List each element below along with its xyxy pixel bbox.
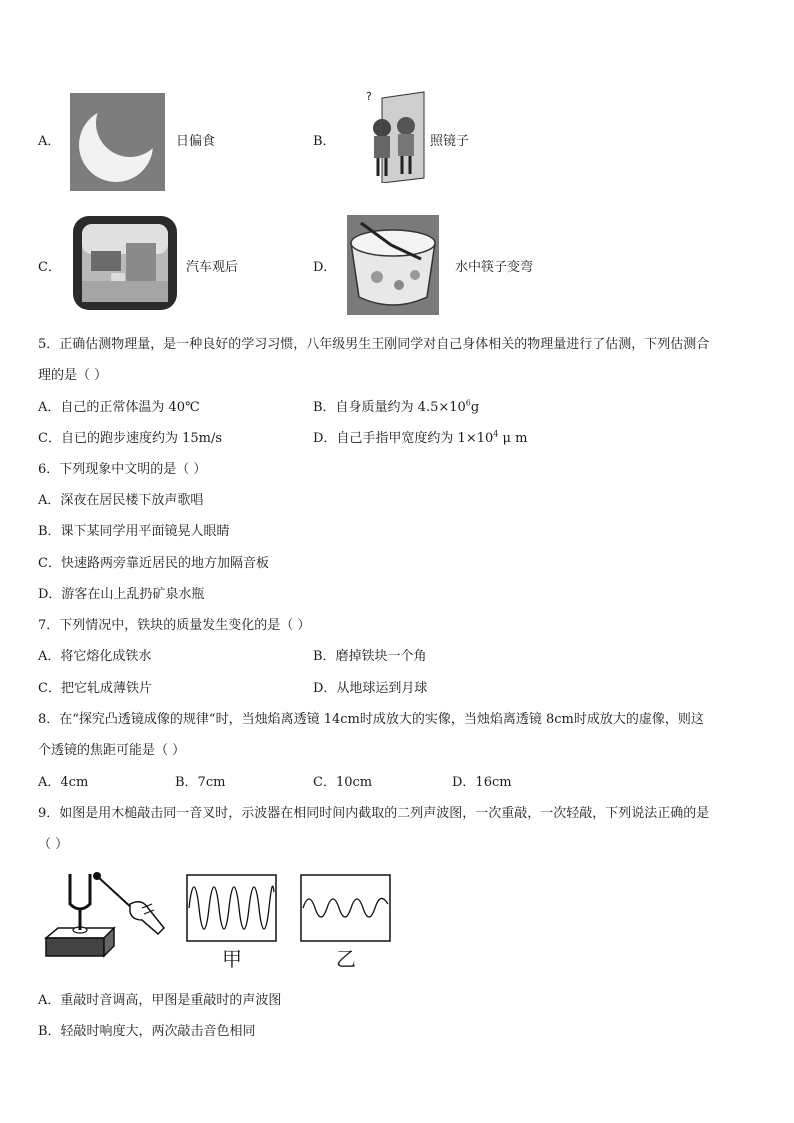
question-stem-cont: 个透镜的焦距可能是（ ） — [38, 743, 186, 758]
question-stem-cont: 理的是（ ） — [38, 368, 108, 383]
option-d-exponent: 4 — [493, 429, 499, 439]
question-stem: 8．在“探究凸透镜成像的规律“时，当烛焰离透镜 14cm时成放大的实像，当烛焰离透镜 8cm时成放大的虚像，则这 — [38, 712, 704, 727]
question-stem: 6．下列现象中文明的是（ ） — [38, 462, 207, 477]
option-c: C．快速路两旁靠近居民的地方加隔音板 — [38, 556, 269, 571]
option-a: A．自己的正常体温为 40℃ — [38, 400, 200, 415]
option-b: B．轻敲时响度大，两次敲击音色相同 — [38, 1024, 256, 1039]
question-stem: 7．下列情况中，铁块的质量发生变化的是（ ） — [38, 618, 311, 633]
waveform-yi — [300, 874, 391, 942]
option-b-unit: g — [470, 400, 480, 415]
option-b: B．课下某同学用平面镜晃人眼睛 — [38, 524, 230, 539]
car-mirror-image — [71, 213, 179, 313]
option-c: C．把它轧成薄铁片 — [38, 681, 152, 696]
option-d — [313, 427, 527, 446]
mirror-cartoon-image — [340, 88, 426, 183]
option-a: A．深夜在居民楼下放声歌唱 — [38, 493, 204, 508]
option-a: A．重敲时音调高，甲图是重敲时的声波图 — [38, 993, 282, 1008]
option-a: A．4cm — [38, 775, 89, 790]
svg-text:?: ? — [366, 90, 372, 103]
option-d: D．16cm — [452, 775, 512, 790]
option-d-text: D．自己手指甲宽度约为 1×10 — [313, 431, 494, 446]
option-caption: 日偏食 — [176, 134, 216, 149]
tuning-fork-illustration — [42, 868, 172, 960]
label-yi: 乙 — [336, 947, 356, 971]
label-jia: 甲 — [222, 947, 242, 971]
option-letter: B． — [313, 134, 336, 149]
option-a: A．将它熔化成铁水 — [38, 649, 152, 664]
option-letter: D． — [313, 260, 337, 275]
option-c: C．自已的跑步速度约为 15m/s — [38, 431, 222, 446]
option-d: D．游客在山上乱扔矿泉水瓶 — [38, 587, 205, 602]
option-b: B．7cm — [175, 775, 226, 790]
question-stem: 5．正确估测物理量，是一种良好的学习习惯，八年级男生王刚同学对自己身体相关的物理量进行了估测，下列估测合 — [38, 337, 710, 352]
option-caption: 照镜子 — [430, 134, 470, 149]
option-letter: C． — [38, 260, 61, 275]
option-caption: 水中筷子变弯 — [455, 260, 534, 275]
question-stem: 9．如图是用木槌敲击同一音叉时，示波器在相同时间内截取的二列声波图，一次重敲，一次轻敲，下列说法正确的是 — [38, 806, 710, 821]
option-b-text: B．自身质量约为 4.5×10 — [313, 400, 466, 415]
solar-eclipse-image — [70, 93, 165, 191]
option-b — [313, 396, 479, 415]
option-b: B．磨掉铁块一个角 — [313, 649, 427, 664]
option-letter: A． — [38, 134, 61, 149]
option-d: D．从地球运到月球 — [313, 681, 428, 696]
option-c: C．10cm — [313, 775, 373, 790]
option-caption: 汽车观后 — [186, 260, 239, 275]
option-d-unit: μ m — [498, 431, 528, 446]
question-stem-cont: （ ） — [38, 837, 69, 852]
option-b-exponent: 6 — [465, 398, 471, 408]
chopsticks-bowl-image — [347, 215, 439, 315]
waveform-jia — [186, 874, 277, 942]
